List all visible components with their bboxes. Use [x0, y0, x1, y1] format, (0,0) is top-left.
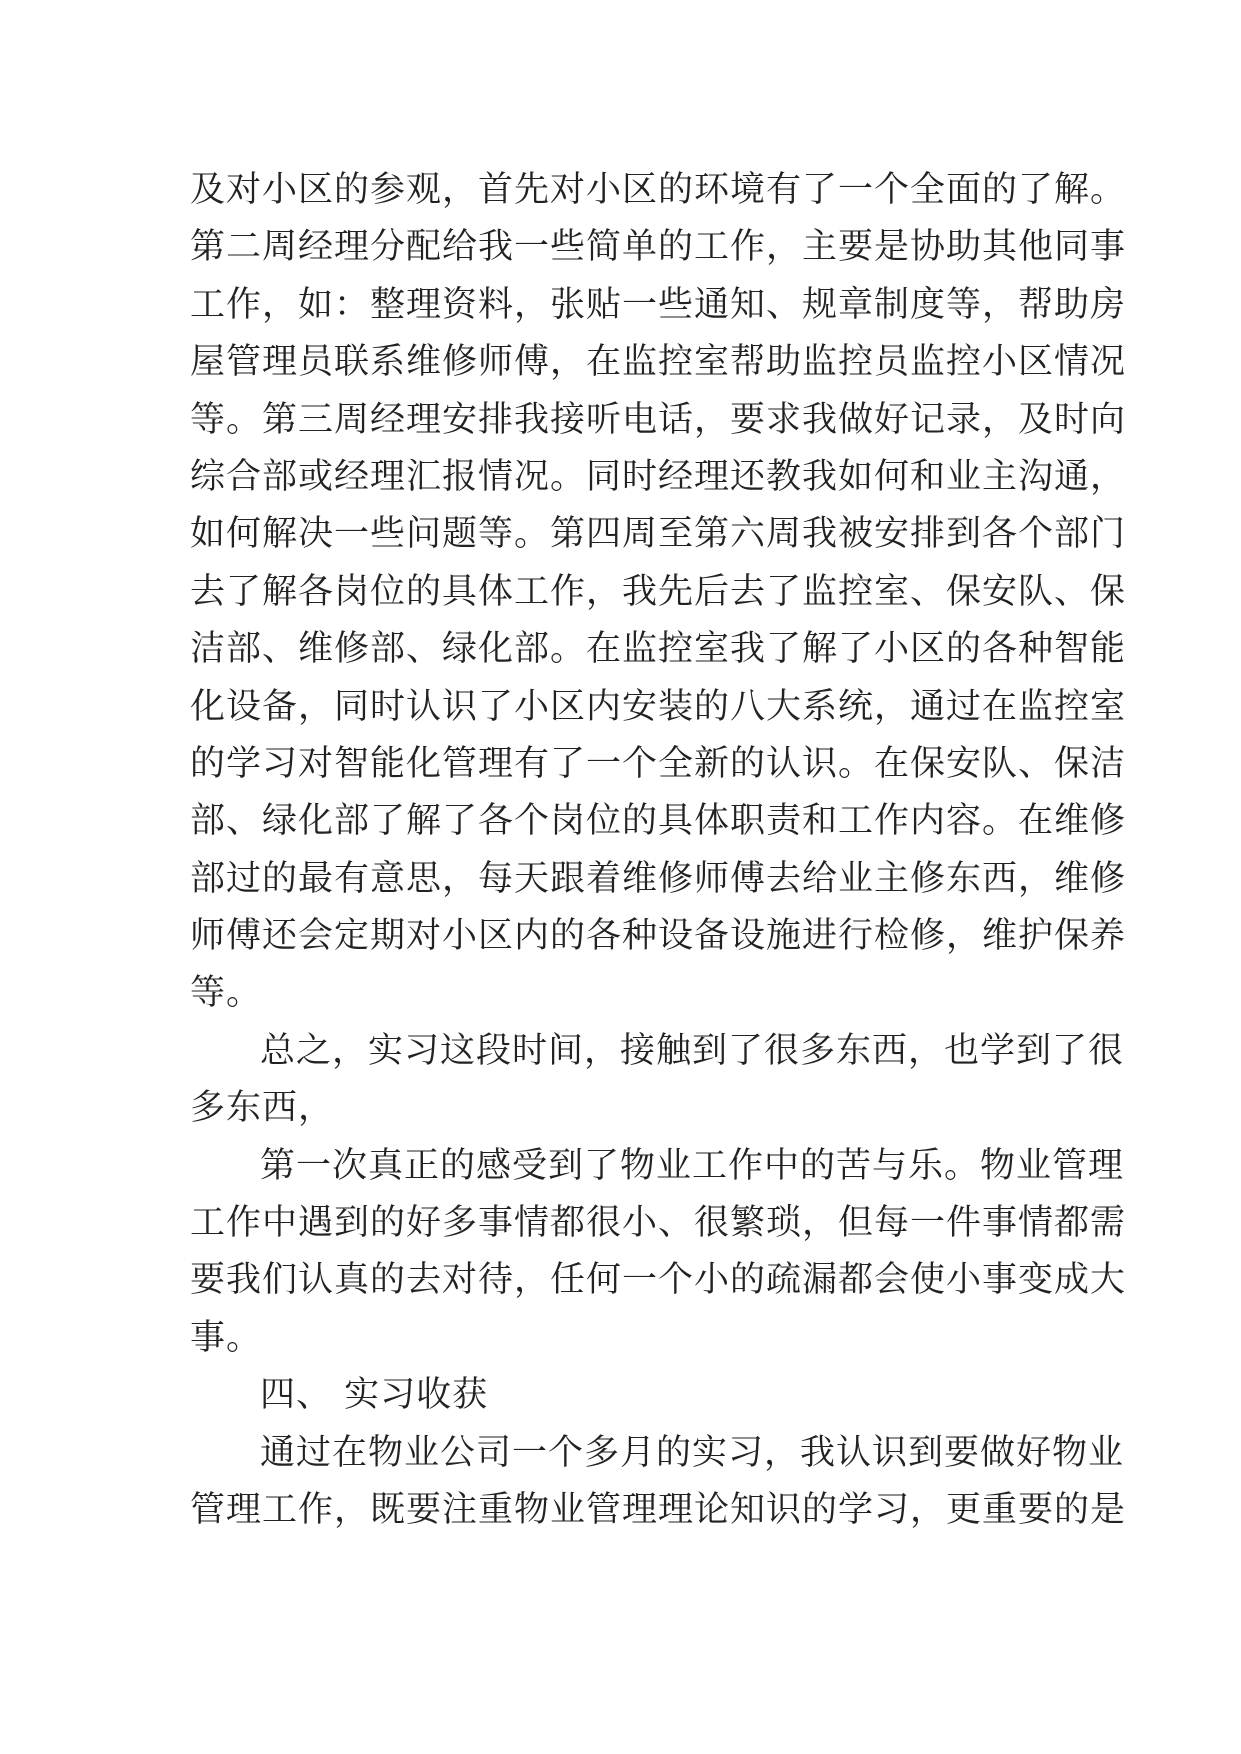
text-line: 管理工作，既要注重物业管理理论知识的学习，更重要的是	[190, 1489, 1127, 1530]
text-line: 等。第三周经理安排我接听电话，要求我做好记录，及时向	[190, 399, 1127, 440]
text-line: 工作中遇到的好多事情都很小、很繁琐，但每一件事情都需	[190, 1203, 1127, 1244]
text-line: 工作，如：整理资料，张贴一些通知、规章制度等，帮助房	[190, 284, 1127, 325]
body-text	[190, 162, 1127, 1539]
paragraph-first-line: 通过在物业公司一个多月的实习，我认识到要做好物业	[260, 1432, 1125, 1473]
text-line: 屋管理员联系维修师傅，在监控室帮助监控员监控小区情况	[190, 342, 1127, 383]
text-line: 要我们认真的去对待，任何一个小的疏漏都会使小事变成大	[190, 1260, 1127, 1301]
text-line: 的学习对智能化管理有了一个全新的认识。在保安队、保洁	[190, 743, 1127, 784]
text-line: 等。	[190, 973, 263, 1014]
text-line: 多东西，	[190, 1088, 335, 1129]
text-line: 第二周经理分配给我一些简单的工作，主要是协助其他同事	[190, 227, 1127, 268]
text-line: 事。	[190, 1317, 263, 1358]
text-line: 综合部或经理汇报情况。同时经理还教我如何和业主沟通，	[190, 456, 1127, 497]
text-line: 化设备，同时认识了小区内安装的八大系统，通过在监控室	[190, 686, 1127, 727]
text-line: 师傅还会定期对小区内的各种设备设施进行检修，维护保养	[190, 916, 1127, 957]
paragraph-first-line: 总之，实习这段时间，接触到了很多东西，也学到了很	[260, 1030, 1125, 1071]
paragraph-first-line: 第一次真正的感受到了物业工作中的苦与乐。物业管理	[260, 1145, 1125, 1186]
text-line: 如何解决一些问题等。第四周至第六周我被安排到各个部门	[190, 514, 1127, 555]
text-line: 部过的最有意思，每天跟着维修师傅去给业主修东西，维修	[190, 858, 1127, 899]
text-line: 洁部、维修部、绿化部。在监控室我了解了小区的各种智能	[190, 629, 1127, 670]
section-heading: 四、 实习收获	[260, 1375, 489, 1416]
text-line: 部、绿化部了解了各个岗位的具体职责和工作内容。在维修	[190, 801, 1127, 842]
text-line: 及对小区的参观，首先对小区的环境有了一个全面的了解。	[190, 170, 1127, 210]
text-line: 去了解各岗位的具体工作，我先后去了监控室、保安队、保	[190, 571, 1127, 612]
